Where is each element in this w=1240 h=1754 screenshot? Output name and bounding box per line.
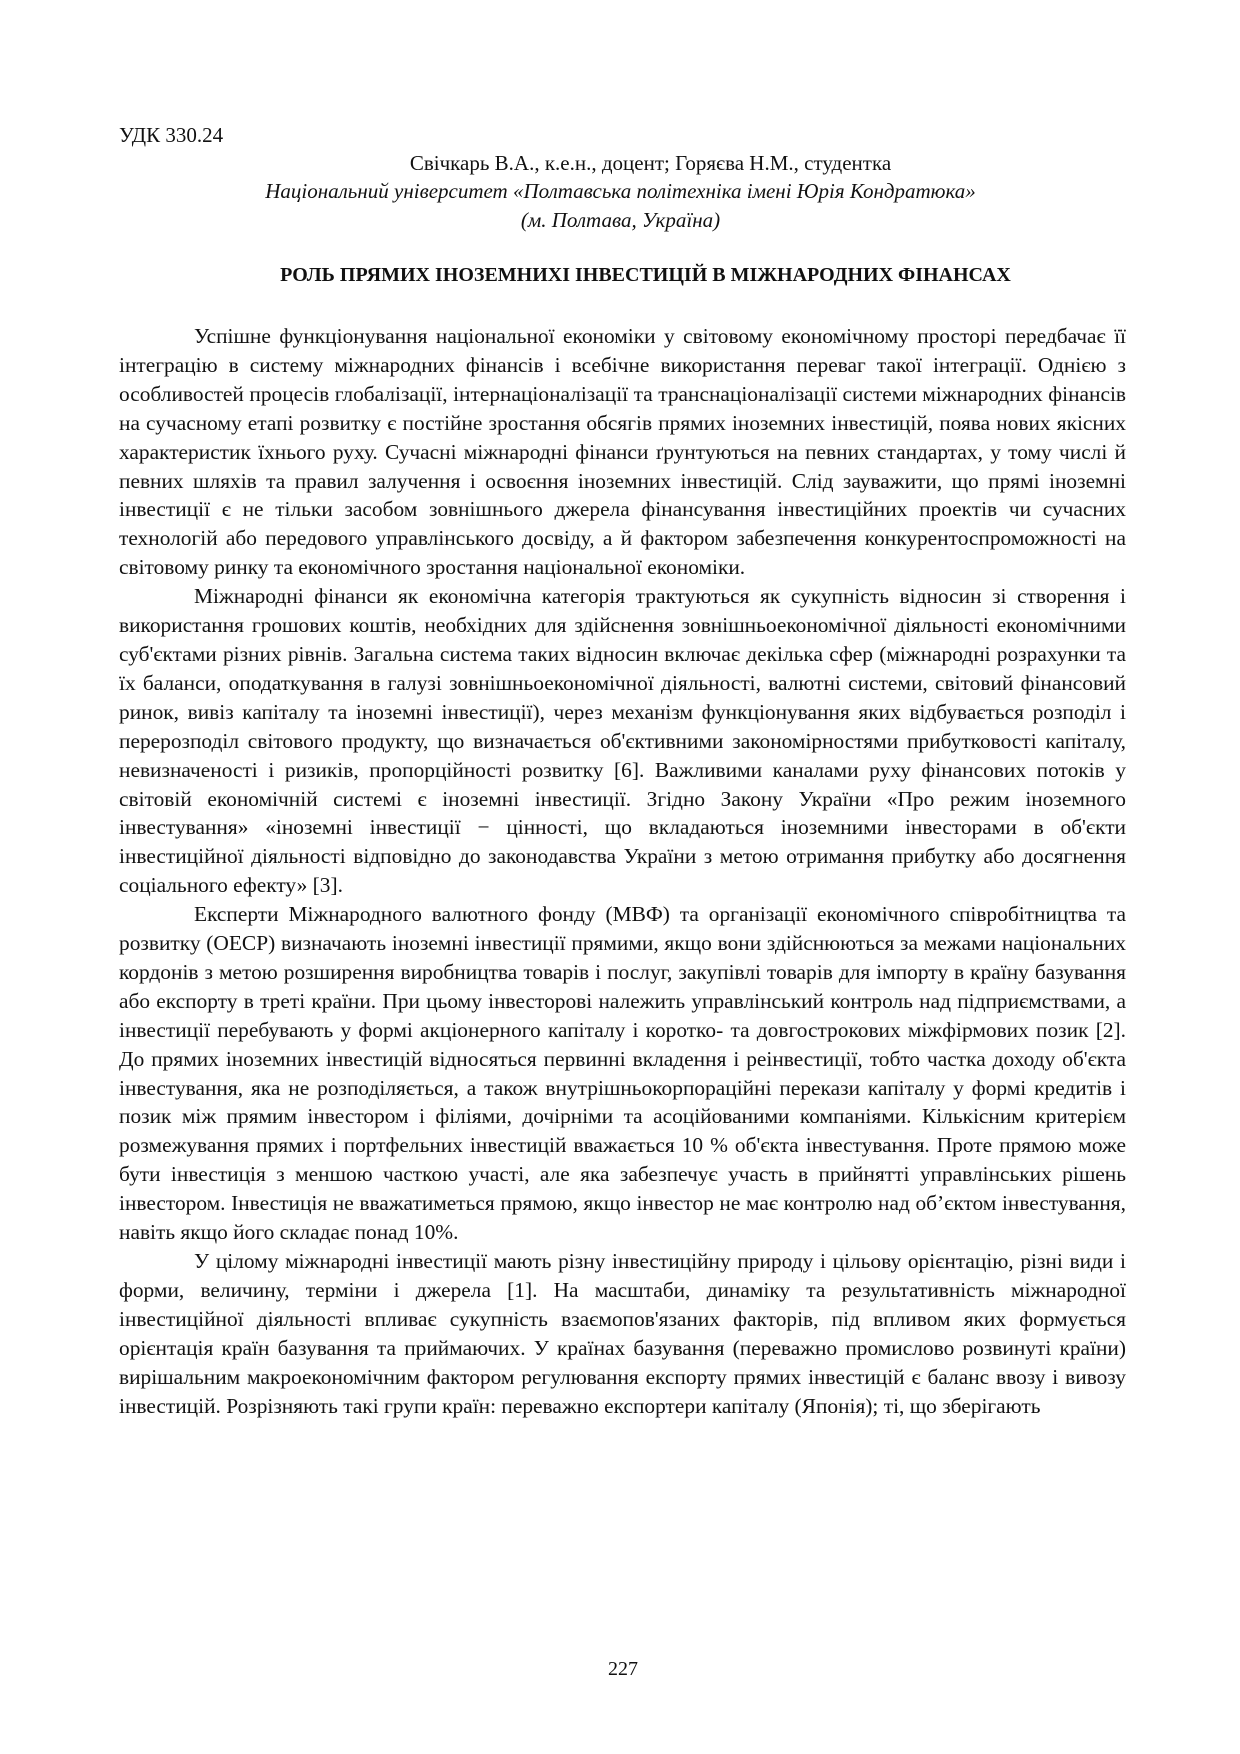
authors-line: Свічкарь В.А., к.е.н., доцент; Горяєва Н.М., студентка (409, 151, 892, 175)
article-body (119, 322, 1126, 1420)
udc-code: УДК 330.24 (119, 123, 224, 147)
page-number: 227 (608, 1658, 638, 1680)
article-title: РОЛЬ ПРЯМИХ ІНОЗЕМНИХІ ІНВЕСТИЦІЙ В МІЖНАРОДНИХ ФІНАНСАХ (280, 264, 1011, 286)
affiliation-university: Національний університет «Полтавська політехніка імені Юрія Кондратюка» (265, 179, 976, 203)
paragraph-1: Успішне функціонування національної економіки у світовому економічному просторі передбачає її інтеграцію в систему міжнародних фінансів і всебічне використання переваг такої інтеграції. Однією з особливостей процесів глобалізації, інтернаціоналізації та транснаціоналізації системи міжнародних фінансів на сучасному етапі розвитку є постійне зростання обсягів прямих іноземних інвестицій, поява нових якісних характеристик їхнього руху. Сучасні міжнародні фінанси ґрунтуються на певних стандартах, у тому числі й певних шляхів та правил залучення і освоєння іноземних інвестицій. Слід зауважити, що прямі іноземні інвестиції є не тільки засобом зовнішнього джерела фінансування інвестиційних проектів чи сучасних технологій або передового управлінського досвіду, а й фактором забезпечення конкурентоспроможності на світовому ринку та економічного зростання національної економіки. (119, 324, 1126, 580)
paragraph-4: У цілому міжнародні інвестиції мають різну інвестиційну природу і цільову орієнтацію, різні види і форми, величину, терміни і джерела [1]. На масштаби, динаміку та результативність міжнародної інвестиційної діяльності впливає сукупність взаємопов'язаних факторів, під впливом яких формується орієнтація країн базування та приймаючих. У країнах базування (переважно промислово розвинуті країни) вирішальним макроекономічним фактором регулювання експорту прямих інвестицій є баланс ввозу і вивозу інвестицій. Розрізняють такі групи країн: переважно експортери капіталу (Японія); ті, що зберігають (119, 1249, 1126, 1418)
paragraph-2: Міжнародні фінанси як економічна категорія трактуються як сукупність відносин зі створення і використання грошових коштів, необхідних для здійснення зовнішньоекономічної діяльності економічними суб'єктами різних рівнів. Загальна система таких відносин включає декілька сфер (міжнародні розрахунки та їх баланси, оподаткування в галузі зовнішньоекономічної діяльності, валютні системи, світовий фінансовий ринок, вивіз капіталу та іноземні інвестиції), через механізм функціонування яких відбувається розподіл і перерозподіл світового продукту, що визначається об'єктивними закономірностями прибутковості капіталу, невизначеності і ризиків, пропорційності розвитку [6]. Важливими каналами руху фінансових потоків у світовій економічній системі є іноземні інвестиції. Згідно Закону України «Про режим іноземного інвестування» «іноземні інвестиції − цінності, що вкладаються іноземними інвесторами в об'єкти інвестиційної діяльності відповідно до законодавства України з метою отримання прибутку або досягнення соціального ефекту» [3]. (119, 584, 1126, 898)
affiliation-location: (м. Полтава, Україна) (520, 208, 721, 232)
paragraph-3: Експерти Міжнародного валютного фонду (МВФ) та організації економічного співробітництва та розвитку (ОЕСР) визначають іноземні інвестиції прямими, якщо вони здійснюються за межами національних кордонів з метою розширення виробництва товарів і послуг, закупівлі товарів для імпорту в країну базування або експорту в треті країни. При цьому інвесторові належить управлінський контроль над підприємствами, а інвестиції перебувають у формі акціонерного капіталу і коротко- та довгострокових міжфірмових позик [2]. До прямих іноземних інвестицій відносяться первинні вкладення і реінвестиції, тобто частка доходу об'єкта інвестування, яка не розподіляється, а також внутрішньокорпораційні перекази капіталу у формі кредитів і позик між прямим інвестором і філіями, дочірніми та асоційованими компаніями. Кількісним критерієм розмежування прямих і портфельних інвестицій вважається 10 % об'єкта інвестування. Проте прямою може бути інвестиція з меншою часткою участі, але яка забезпечує участь в прийнятті управлінських рішень інвестором. Інвестиція не вважатиметься прямою, якщо інвестор не має контролю над об’єктом інвестування, навіть якщо його складає понад 10%. (119, 902, 1126, 1245)
